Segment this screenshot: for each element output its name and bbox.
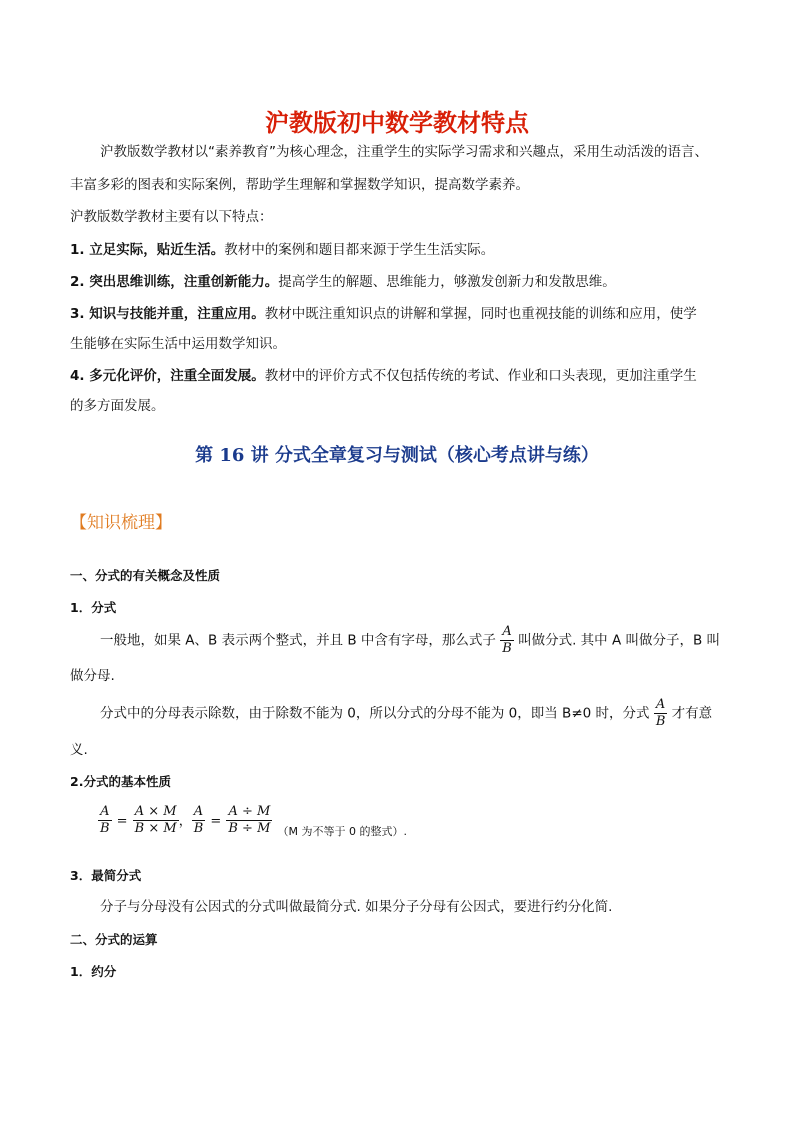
fraction-numerator: A bbox=[98, 804, 112, 821]
simplest-fraction-text: 分子与分母没有公因式的分式叫做最简分式. 如果分子分母有公因式，要进行约分化简. bbox=[100, 899, 613, 915]
formula-note: （M 为不等于 0 的整式）. bbox=[277, 825, 407, 838]
formula-fraction-4 bbox=[226, 804, 272, 837]
fraction-definition-line-1 bbox=[100, 624, 720, 657]
feature-item-4 bbox=[70, 366, 697, 386]
equals-sign: = bbox=[210, 814, 222, 829]
definition-text-b: 叫做分式. 其中 A 叫做分子，B 叫 bbox=[518, 632, 721, 649]
feature-heading: 2. 突出思维训练，注重创新能力。 bbox=[70, 274, 279, 290]
fraction-numerator: A bbox=[654, 697, 668, 714]
equals-sign: = bbox=[116, 814, 128, 829]
fraction-definition-line-2: 做分母. bbox=[70, 668, 115, 684]
section-heading-concepts: 一、分式的有关概念及性质 bbox=[70, 568, 221, 583]
feature-item-4-continued: 的多方面发展。 bbox=[70, 398, 165, 414]
fraction-denominator: B bbox=[655, 714, 666, 729]
feature-text: 提高学生的解题、思维能力，够激发创新力和发散思维。 bbox=[278, 274, 616, 290]
fraction-a-over-b bbox=[654, 697, 668, 730]
feature-text: 教材中既注重知识点的讲解和掌握，同时也重视技能的训练和应用，使学 bbox=[264, 306, 697, 322]
chapter-title: 第 16 讲 分式全章复习与测试（核心考点讲与练） bbox=[195, 445, 599, 466]
rule-text-a: 分式中的分母表示除数，由于除数不能为 0，所以分式的分母不能为 0，即当 B≠0 时，分式 bbox=[100, 705, 650, 722]
fraction-numerator: A ÷ M bbox=[226, 804, 272, 821]
fraction-denominator: B ÷ M bbox=[228, 821, 271, 836]
formula-separator: ， bbox=[178, 814, 192, 829]
subsection-heading-simplest-fraction: 3．最简分式 bbox=[70, 868, 142, 883]
formula-fraction-1 bbox=[98, 804, 112, 837]
intro-line-2: 丰富多彩的图表和实际案例，帮助学生理解和掌握数学知识，提高数学素养。 bbox=[70, 177, 529, 193]
fraction-numerator: A × M bbox=[133, 804, 179, 821]
page-title: 沪教版初中数学教材特点 bbox=[265, 109, 529, 137]
subsection-heading-reduction: 1．约分 bbox=[70, 964, 117, 979]
intro-line-1: 沪教版数学教材以“素养教育”为核心理念，注重学生的实际学习需求和兴趣点，采用生动活泼的语言、 bbox=[100, 144, 708, 160]
feature-text: 教材中的案例和题目都来源于学生生活实际。 bbox=[224, 242, 495, 258]
knowledge-section-label: 【知识梳理】 bbox=[70, 513, 172, 533]
feature-heading: 1. 立足实际，贴近生活。 bbox=[70, 242, 225, 258]
feature-heading: 3. 知识与技能并重，注重应用。 bbox=[70, 306, 265, 322]
fraction-denominator: B bbox=[100, 821, 110, 836]
rule-text-b: 才有意 bbox=[671, 705, 713, 722]
subsection-heading-fraction: 1．分式 bbox=[70, 600, 117, 615]
fraction-denominator: B × M bbox=[134, 821, 177, 836]
intro-line-3: 沪教版数学教材主要有以下特点： bbox=[70, 209, 273, 225]
basic-property-formula bbox=[98, 804, 407, 839]
fraction-denominator: B bbox=[502, 641, 512, 656]
fraction-denominator: B bbox=[193, 821, 204, 836]
denominator-rule-line-2: 义. bbox=[70, 742, 88, 758]
section-heading-operations: 二、分式的运算 bbox=[70, 932, 158, 947]
feature-item-3 bbox=[70, 304, 697, 324]
definition-text-a: 一般地，如果 A、B 表示两个整式，并且 B 中含有字母，那么式子 bbox=[100, 632, 496, 649]
feature-text: 教材中的评价方式不仅包括传统的考试、作业和口头表现，更加注重学生 bbox=[264, 368, 697, 384]
formula-fraction-3 bbox=[192, 804, 206, 837]
denominator-rule-line-1 bbox=[100, 697, 712, 730]
fraction-numerator: A bbox=[192, 804, 206, 821]
formula-fraction-2 bbox=[133, 804, 179, 837]
feature-item-2 bbox=[70, 272, 616, 292]
fraction-numerator: A bbox=[500, 624, 514, 641]
feature-item-1 bbox=[70, 240, 494, 260]
subsection-heading-basic-property: 2.分式的基本性质 bbox=[70, 774, 171, 789]
fraction-a-over-b bbox=[500, 624, 514, 657]
feature-heading: 4. 多元化评价，注重全面发展。 bbox=[70, 368, 265, 384]
feature-item-3-continued: 生能够在实际生活中运用数学知识。 bbox=[70, 336, 286, 352]
